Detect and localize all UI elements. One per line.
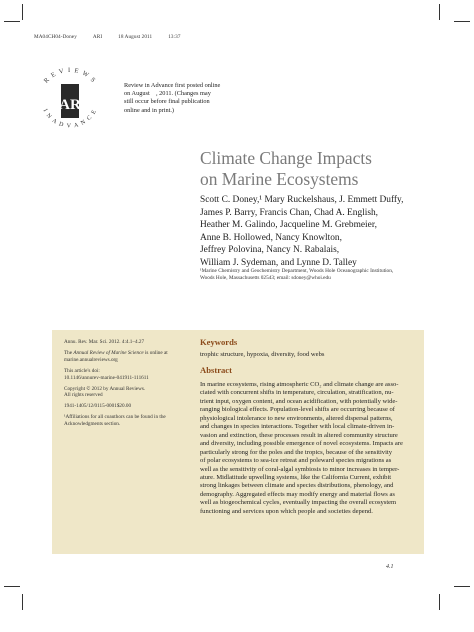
rights: All rights reserved — [64, 392, 103, 399]
author-line: Scott C. Doney,¹ Mary Ruckelshaus, J. Emmett Duffy, — [200, 195, 404, 205]
abstract-line: well as biogeochemical cycles, eventually impacting the overall ecosystem — [200, 499, 397, 507]
abstract-line: physiological intolerance to new environments, altered dispersal patterns, — [200, 414, 393, 422]
abstract-line: particularly strong for the poles and the tropics, because of the sensitivity — [200, 448, 392, 456]
doc-code: MA04CH04-Doney — [34, 34, 77, 40]
abstract-heading: Abstract — [200, 365, 232, 375]
author-line: Heather M. Galindo, Jacqueline M. Grebmeier, — [200, 220, 377, 231]
abstract-line: In marine ecosystems, rising atmospheric CO₂ and climate change are asso- — [200, 381, 399, 388]
crop-mark — [454, 586, 470, 587]
crop-mark — [454, 21, 470, 22]
abstract-line: demography. Aggregated effects may modify energy and material flows as — [200, 490, 395, 498]
crop-mark — [4, 586, 20, 587]
advance-notice-line: online and in print.) — [124, 106, 175, 114]
abstract-line: functioning and services upon which people and societies depend. — [200, 507, 373, 515]
author-list — [200, 194, 440, 270]
advance-notice-line: Review in Advance first posted online — [124, 82, 221, 89]
crop-mark — [22, 4, 23, 20]
author-line: William J. Sydeman, and Lynne D. Talley — [200, 257, 357, 268]
logo-monogram: AR — [59, 97, 81, 113]
affiliation — [200, 268, 440, 282]
title-line: on Marine Ecosystems — [200, 169, 359, 189]
citation: Annu. Rev. Mar. Sci. 2012. 4:4.1–4.27 — [64, 339, 145, 345]
issn: 1941-1405/12/0115-0001$20.00 — [64, 403, 132, 410]
online-prefix: The — [64, 349, 74, 356]
reviews-in-advance-logo — [30, 60, 110, 140]
running-header — [34, 34, 181, 40]
abstract-line: and diversity, including possible emergence of novel ecosystems. Impacts are — [200, 440, 403, 448]
abstract-line: trient input, oxygen content, and ocean acidification, with potentially wide- — [200, 397, 398, 405]
abstract-line: strong linkages between climate and species distributions, phenology, and — [200, 482, 394, 490]
journal-name: Annual Review of Marine Science — [73, 349, 144, 356]
advance-notice-line: on August , 2011. (Changes may — [124, 90, 211, 98]
svg-text:R E V I E W S — [43, 67, 97, 85]
article-side-info — [64, 339, 179, 432]
crop-mark — [439, 594, 440, 610]
online-suffix: is online at — [143, 349, 168, 356]
abstract-line: of polar ecosystems to sea-ice retreat and poleward species migrations as — [200, 457, 392, 465]
doi-link[interactable]: 10.1146/annurev-marine-041911-111611 — [64, 374, 149, 381]
abstract-line: and changes in species interactions. Together with local climate-driven in- — [200, 423, 395, 431]
header-date: 18 August 2011 — [118, 34, 153, 40]
logo-ring-bottom: I N A D V A N C E — [41, 108, 99, 130]
article-title — [200, 148, 440, 190]
copyright: Copyright © 2012 by Annual Reviews. — [64, 385, 146, 392]
keywords-text: trophic structure, hypoxia, diversity, food webs — [200, 351, 325, 358]
advance-notice-line: still occur before final publication — [124, 98, 210, 106]
copyright-note — [64, 386, 179, 400]
journal-code: ARI — [92, 34, 103, 40]
doi-label: This article's doi: — [64, 367, 100, 374]
affil-note-line: Acknowledgments section. — [64, 421, 121, 428]
abstract-line: well as the sensitivity of coral-algal symbiosis to minor increases in temper- — [200, 465, 400, 473]
affiliation-footnote — [64, 414, 179, 428]
author-line: Jeffrey Polovina, Nancy N. Rabalais, — [200, 245, 340, 256]
keywords-heading: Keywords — [200, 337, 238, 347]
advance-notice — [124, 82, 249, 115]
crop-mark — [439, 4, 440, 20]
affiliation-line: ¹Marine Chemistry and Geochemistry Department, Woods Hole Oceanographic Institution, — [200, 268, 394, 274]
abstract-text — [200, 381, 419, 516]
journal-url[interactable]: marine.annualreviews.org — [64, 356, 118, 363]
header-time: 13:37 — [168, 34, 181, 40]
doi-note — [64, 368, 179, 382]
affiliation-line: Woods Hole, Massachusetts 02543; email: sdoney@whoi.edu — [200, 275, 331, 281]
title-line: Climate Change Impacts — [200, 148, 372, 168]
abstract-line: ciated with concurrent shifts in temperature, circulation, stratification, nu- — [200, 389, 394, 397]
abstract-line: ature. Midlatitude upwelling systems, like the California Current, exhibit — [200, 473, 392, 481]
logo-ring-top: R E V I E W S — [42, 66, 98, 85]
abstract-line: vasion and extinction, these processes result in altered community structure — [200, 431, 398, 439]
author-line: Anne B. Hollowed, Nancy Knowlton, — [200, 232, 342, 243]
affil-note-line: ¹Affiliations for all coauthors can be found in the — [64, 414, 166, 421]
crop-mark — [22, 594, 23, 610]
abstract-line: ranging biological effects. Population-level shifts are occurring because of — [200, 406, 395, 414]
author-line: James P. Barry, Francis Chan, Chad A. English, — [200, 207, 379, 218]
online-note — [64, 350, 179, 364]
crop-mark — [4, 21, 20, 22]
page-number: 4.1 — [386, 564, 394, 570]
